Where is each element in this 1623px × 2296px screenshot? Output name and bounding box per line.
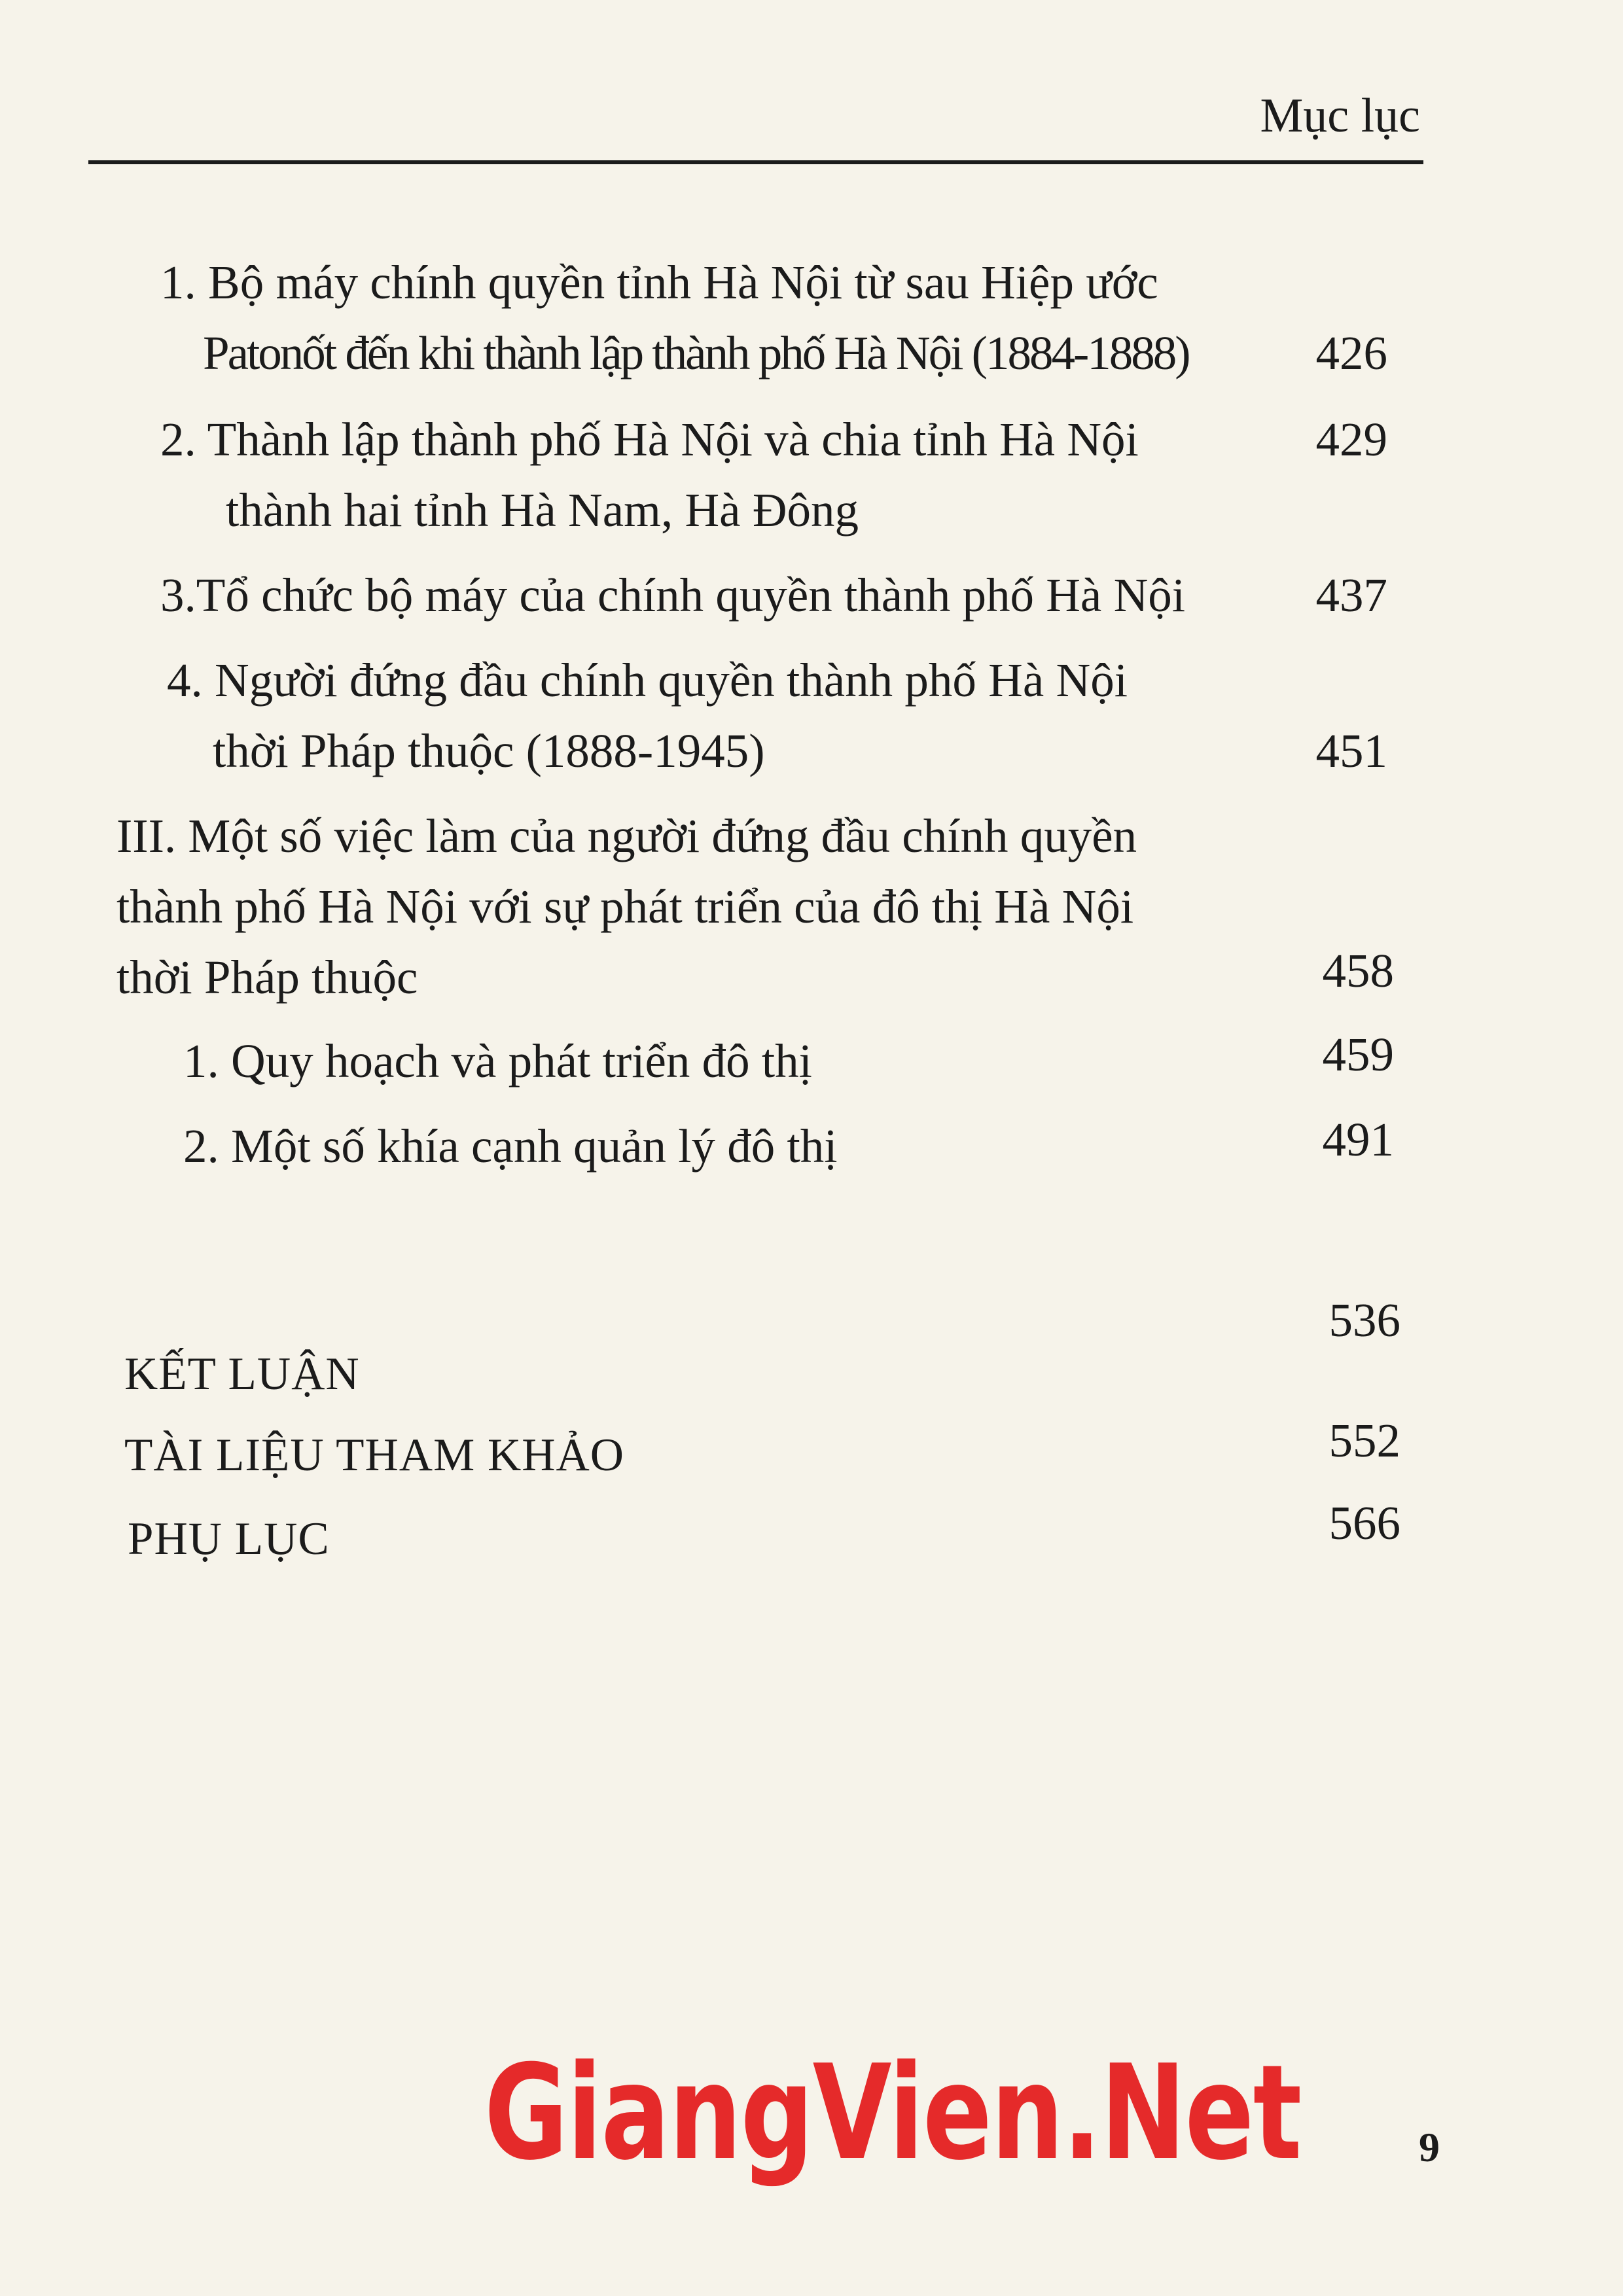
toc-entry-2-line-1: 2. Thành lập thành phố Hà Nội và chia tỉnh Hà Nội	[160, 413, 1139, 466]
toc-entry-7-line-1: 2. Một số khía cạnh quản lý đô thị	[183, 1120, 838, 1173]
toc-entry-8-page: 536	[1329, 1294, 1400, 1347]
toc-entry-4-line-2: thời Pháp thuộc (1888-1945)	[213, 724, 765, 777]
toc-entry-3-page: 437	[1315, 569, 1387, 622]
toc-entry-4-line-1: 4. Người đứng đầu chính quyền thành phố Hà Nội	[167, 654, 1128, 707]
toc-entry-1-page: 426	[1315, 327, 1387, 380]
toc-entry-8-line-1: KẾT LUẬN	[124, 1349, 360, 1400]
toc-entry-1-line-1: 1. Bộ máy chính quyền tỉnh Hà Nội từ sau Hiệp ước	[160, 256, 1158, 309]
toc-entry-10-page: 566	[1329, 1496, 1400, 1549]
toc-entry-5-line-2: thành phố Hà Nội với sự phát triển của đô thị Hà Nội	[116, 880, 1134, 933]
running-header-title: Mục lục	[1260, 89, 1420, 143]
toc-entry-1-line-2: Patonốt đến khi thành lập thành phố Hà Nội (1884-1888)	[203, 327, 1189, 380]
header-rule	[88, 160, 1423, 164]
toc-entry-10-line-1: PHỤ LỤC	[128, 1513, 330, 1564]
toc-entry-3-line-1: 3.Tổ chức bộ máy của chính quyền thành phố Hà Nội	[160, 569, 1186, 622]
toc-entry-5-line-3: thời Pháp thuộc	[116, 951, 418, 1004]
toc-entry-6-line-1: 1. Quy hoạch và phát triển đô thị	[183, 1034, 812, 1087]
toc-entry-2-page: 429	[1315, 413, 1387, 466]
toc-entry-9-page: 552	[1329, 1414, 1400, 1467]
toc-entry-7-page: 491	[1322, 1113, 1394, 1166]
page-number: 9	[1419, 2124, 1440, 2170]
watermark-logo: GiangVien.Net	[484, 2037, 1301, 2189]
toc-entry-5-page: 458	[1322, 944, 1394, 997]
toc-entry-4-page: 451	[1315, 724, 1387, 777]
toc-entry-5-line-1: III. Một số việc làm của người đứng đầu chính quyền	[116, 809, 1137, 862]
toc-entry-6-page: 459	[1322, 1028, 1394, 1081]
toc-entry-2-line-2: thành hai tỉnh Hà Nam, Hà Đông	[226, 484, 859, 537]
toc-entry-9-line-1: TÀI LIỆU THAM KHẢO	[124, 1430, 625, 1481]
